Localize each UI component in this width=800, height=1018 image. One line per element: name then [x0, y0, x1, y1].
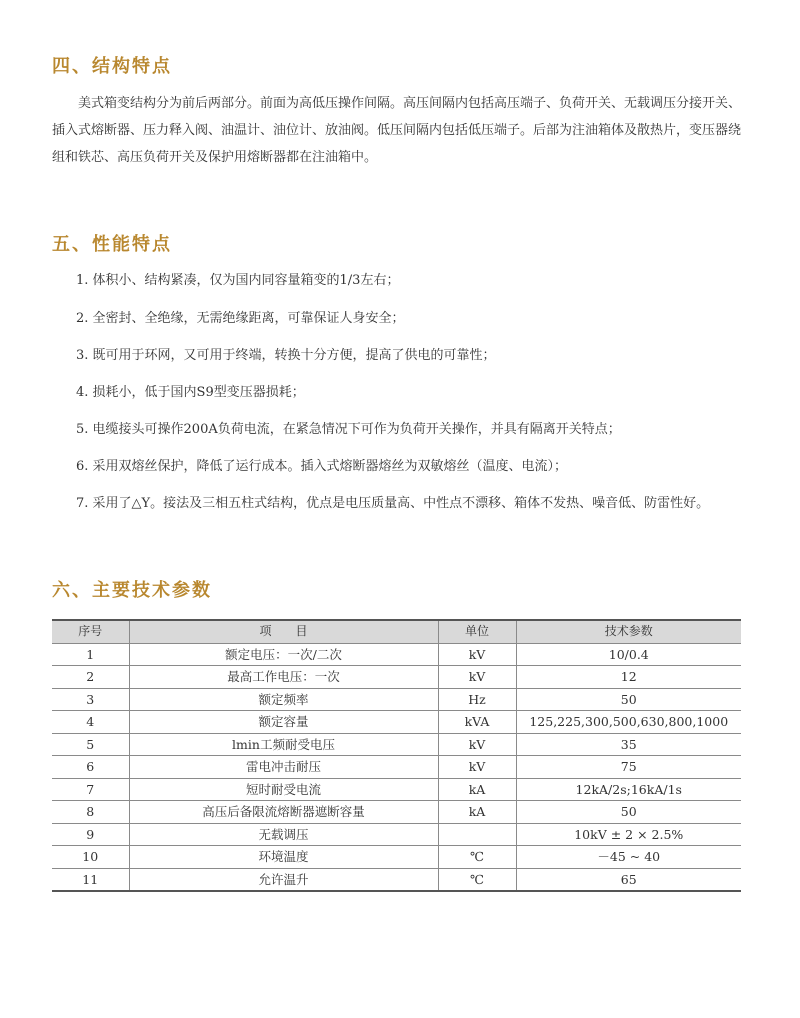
performance-item: 3. 既可用于环网，又可用于终端，转换十分方便，提高了供电的可靠性；	[76, 348, 496, 363]
cell-unit	[438, 823, 516, 846]
cell-item: 短时耐受电流	[129, 778, 438, 801]
cell-value: 50	[516, 688, 741, 711]
spec-table	[52, 619, 741, 892]
cell-item: 环境温度	[129, 846, 438, 869]
cell-index: 3	[52, 688, 129, 711]
cell-index: 10	[52, 846, 129, 869]
cell-unit: kV	[438, 666, 516, 689]
cell-index: 11	[52, 868, 129, 891]
table-row	[52, 778, 741, 801]
cell-index: 6	[52, 756, 129, 779]
table-row	[52, 711, 741, 734]
cell-index: 1	[52, 643, 129, 666]
section-heading-performance: 五、性能特点	[52, 234, 172, 255]
performance-item: 5. 电缆接头可操作200A负荷电流，在紧急情况下可作为负荷开关操作，并具有隔离开关特点；	[76, 422, 621, 437]
cell-item: 高压后备限流熔断器遮断容量	[129, 801, 438, 824]
cell-value: 65	[516, 868, 741, 891]
cell-value: 12kA/2s;16kA/1s	[516, 778, 741, 801]
cell-unit: kA	[438, 801, 516, 824]
table-row	[52, 756, 741, 779]
cell-index: 9	[52, 823, 129, 846]
cell-unit: ℃	[438, 846, 516, 869]
cell-value: 50	[516, 801, 741, 824]
cell-unit: kVA	[438, 711, 516, 734]
structure-paragraph: 美式箱变结构分为前后两部分。前面为高低压操作间隔。高压间隔内包括高压端子、负荷开关、无载调压分接开关、插入式熔断器、压力释入阀、油温计、油位计、放油阀。低压间隔内包括低压端子。后部为注油箱体及散热片，变压器绕组和铁芯、高压负荷开关及保护用熔断器都在注油箱中。	[52, 96, 742, 165]
performance-item: 2. 全密封、全绝缘，无需绝缘距离，可靠保证人身安全；	[76, 311, 405, 326]
cell-index: 7	[52, 778, 129, 801]
cell-unit: kV	[438, 643, 516, 666]
header-cell-unit: 单位	[438, 620, 516, 643]
cell-unit: Hz	[438, 688, 516, 711]
table-header-row	[52, 620, 741, 643]
cell-value: －45 ~ 40	[516, 846, 741, 869]
cell-item: 允许温升	[129, 868, 438, 891]
header-cell-index: 序号	[52, 620, 129, 643]
cell-item: 最高工作电压：一次	[129, 666, 438, 689]
cell-item: 额定电压：一次/二次	[129, 643, 438, 666]
table-row	[52, 868, 741, 891]
cell-unit: kA	[438, 778, 516, 801]
performance-item: 6. 采用双熔丝保护，降低了运行成本。插入式熔断器熔丝为双敏熔丝（温度、电流）；	[76, 459, 568, 474]
table-row	[52, 801, 741, 824]
cell-item: 无载调压	[129, 823, 438, 846]
cell-index: 5	[52, 733, 129, 756]
cell-value: 10kV ± 2 × 2.5%	[516, 823, 741, 846]
table-row	[52, 733, 741, 756]
table-row	[52, 823, 741, 846]
cell-value: 125,225,300,500,630,800,1000	[516, 711, 741, 734]
cell-item: 额定容量	[129, 711, 438, 734]
table-row	[52, 666, 741, 689]
cell-unit: ℃	[438, 868, 516, 891]
section-heading-specs: 六、主要技术参数	[52, 580, 212, 601]
cell-index: 2	[52, 666, 129, 689]
header-cell-item: 项 目	[129, 620, 438, 643]
table-row	[52, 643, 741, 666]
cell-value: 10/0.4	[516, 643, 741, 666]
cell-unit: kV	[438, 756, 516, 779]
performance-item: 7. 采用了△Y。接法及三相五柱式结构，优点是电压质量高、中性点不漂移、箱体不发热、噪音低、防雷性好。	[76, 496, 710, 511]
performance-item: 1. 体积小、结构紧凑，仅为国内同容量箱变的1/3左右；	[76, 273, 400, 288]
cell-index: 8	[52, 801, 129, 824]
performance-item: 4. 损耗小，低于国内S9型变压器损耗；	[76, 385, 305, 400]
cell-unit: kV	[438, 733, 516, 756]
cell-value: 75	[516, 756, 741, 779]
cell-item: lmin工频耐受电压	[129, 733, 438, 756]
cell-value: 12	[516, 666, 741, 689]
header-cell-value: 技术参数	[516, 620, 741, 643]
section-heading-structure: 四、结构特点	[52, 56, 172, 77]
cell-item: 雷电冲击耐压	[129, 756, 438, 779]
cell-item: 额定频率	[129, 688, 438, 711]
table-row	[52, 688, 741, 711]
cell-index: 4	[52, 711, 129, 734]
table-row	[52, 846, 741, 869]
cell-value: 35	[516, 733, 741, 756]
